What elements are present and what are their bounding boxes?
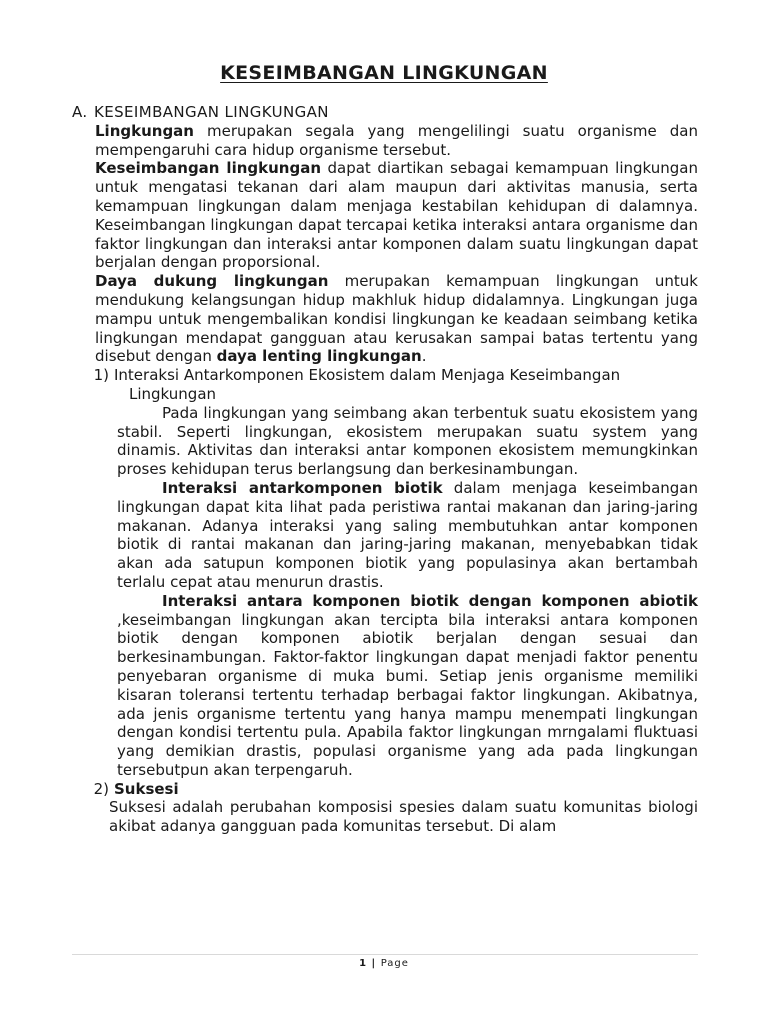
paragraph-ekosistem: Pada lingkungan yang seimbang akan terbentuk suatu ekosistem yang stabil. Seperti lingkungan, ekosistem merupakan suatu system yang dinamis. Aktivitas dan interaksi antar komponen ekosistem memungkinkan proses kehidupan terus berlangsung dan berkesinambungan. xyxy=(117,403,698,479)
list-number: 2) xyxy=(93,779,109,798)
page-label: Page xyxy=(380,958,409,969)
paragraph-lingkungan: Lingkungan merupakan segala yang mengelilingi suatu organisme dan mempengaruhi cara hidup organisme tersebut. xyxy=(95,121,698,159)
document-body xyxy=(72,103,698,836)
paragraph-keseimbangan: Keseimbangan lingkungan dapat diartikan sebagai kemampuan lingkungan untuk mengatasi tekanan dari alam maupun dari aktivitas manusia, serta kemampuan lingkungan dalam menjaga kestabilan kehidupan di dalamnya. Keseimbangan lingkungan dapat tercapai ketika interaksi antara organisme dan faktor lingkungan dan interaksi antar komponen dalam suatu lingkungan dapat berjalan dengan proporsional. xyxy=(95,159,698,272)
list-number: 1) xyxy=(93,366,109,385)
list-item-title: Suksesi xyxy=(114,779,179,798)
paragraph-suksesi: Suksesi adalah perubahan komposisi spesies dalam suatu komunitas biologi akibat adanya gangguan pada komunitas tersebut. Di alam xyxy=(109,798,698,836)
section-heading: A. KESEIMBANGAN LINGKUNGAN xyxy=(72,103,329,121)
paragraph-interaksi-biotik: Interaksi antarkomponen biotik dalam menjaga keseimbangan lingkungan dapat kita lihat pada peristiwa rantai makanan dan jaring-jaring makanan. Adanya interaksi yang saling membutuhkan antar komponen biotik di rantai makanan dan jaring-jaring makanan, menyebabkan tidak akan ada satupun komponen biotik yang populasinya akan bertambah terlalu cepat atau menurun drastis. xyxy=(117,478,698,591)
list-item-2 xyxy=(95,780,698,799)
document-title: KESEIMBANGAN LINGKUNGAN xyxy=(220,62,548,84)
list-item-1 xyxy=(95,366,698,404)
paragraph-interaksi-abiotik: Interaksi antara komponen biotik dengan komponen abiotik ,keseimbangan lingkungan akan tercipta bila interaksi antara komponen biotik dengan komponen abiotik berjalan dengan sesuai dan berkesinambungan. Faktor-faktor lingkungan dapat menjadi faktor penentu penyebaran organisme di muka bumi. Setiap jenis organisme memiliki kisaran toleransi tertentu terhadap berbagai faktor lingkungan. Akibatnya, ada jenis organisme tertentu yang hanya mampu menempati lingkungan dengan kondisi tertentu pula. Apabila faktor lingkungan mrngalami fluktuasi yang demikian drastis, populasi organisme yang ada pada lingkungan tersebutpun akan terpengaruh. xyxy=(117,591,698,779)
footer-divider xyxy=(72,954,698,955)
paragraph-daya-dukung: Daya dukung lingkungan merupakan kemampuan lingkungan untuk mendukung kelangsungan hidup makhluk hidup didalamnya. Lingkungan juga mampu untuk mengembalikan kondisi lingkungan ke keadaan seimbang ketika lingkungan mendapat gangguan atau kerusakan sampai batas tertentu yang disebut dengan daya lenting lingkungan. xyxy=(95,272,698,366)
list-item-title: Interaksi Antarkomponen Ekosistem dalam Menjaga Keseimbangan Lingkungan xyxy=(114,366,621,403)
page-number: 1 xyxy=(359,958,368,969)
page-footer: 1 | Page xyxy=(359,958,409,969)
